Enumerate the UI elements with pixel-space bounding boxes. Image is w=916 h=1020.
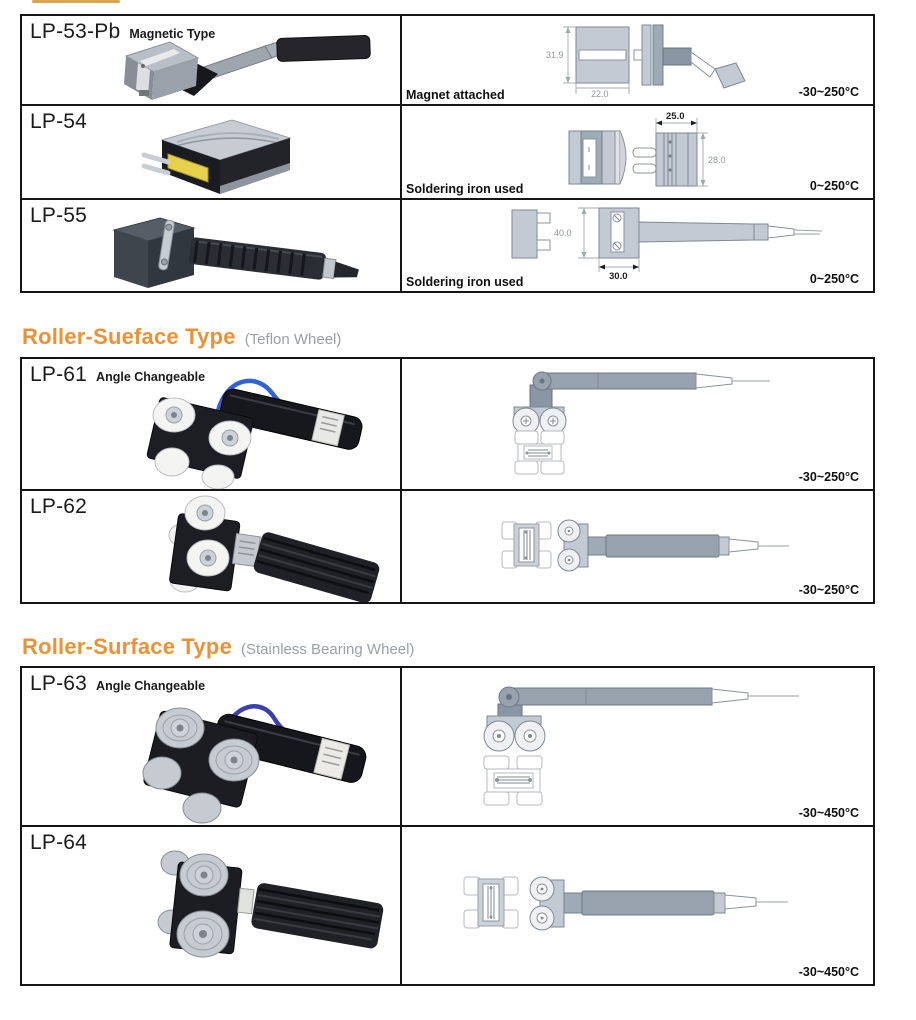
product-cell — [22, 16, 402, 104]
drawing-cell — [402, 491, 873, 602]
model-name: LP-63 — [30, 672, 88, 695]
table-row — [22, 668, 873, 825]
product-cell — [22, 106, 402, 198]
table-row — [22, 825, 873, 984]
section-subtitle: (Stainless Bearing Wheel) — [241, 641, 415, 658]
probe-table — [20, 14, 875, 293]
product-cell — [22, 491, 402, 602]
dimension-label: 40.0 — [554, 228, 572, 238]
temperature-range: -30~250°C — [798, 583, 859, 597]
model-badge: Angle Changeable — [96, 679, 206, 693]
temperature-range: -30~450°C — [798, 806, 859, 820]
section-subtitle: (Teflon Wheel) — [244, 331, 342, 348]
dimension-label: 30.0 — [609, 271, 628, 282]
section-heading-stainless — [22, 634, 414, 660]
drawing-cell — [402, 827, 873, 984]
lp-64-technical-drawing — [402, 827, 873, 984]
drawing-cell — [402, 106, 873, 198]
drawing-cell — [402, 668, 873, 825]
section-heading-teflon — [22, 324, 341, 350]
section-title: Roller-Surface Type — [22, 634, 233, 659]
temperature-range: -30~250°C — [798, 85, 859, 99]
dimension-label: 28.0 — [708, 155, 726, 165]
usage-note: Soldering iron used — [406, 275, 524, 289]
model-badge: Magnetic Type — [129, 27, 216, 41]
stainless-table — [20, 666, 875, 986]
model-name: LP-53-Pb — [30, 20, 121, 43]
drawing-cell — [402, 16, 873, 104]
table-row — [22, 198, 873, 291]
table-row — [22, 359, 873, 489]
dimension-label: 25.0 — [666, 111, 685, 122]
temperature-range: 0~250°C — [809, 179, 859, 193]
section-title: Roller-Sueface Type — [22, 324, 236, 349]
page-top-accent-remnant — [32, 0, 120, 3]
dimension-label: 22.0 — [591, 89, 609, 99]
drawing-cell — [402, 359, 873, 489]
table-row — [22, 104, 873, 198]
product-cell — [22, 668, 402, 825]
temperature-range: -30~250°C — [798, 470, 859, 484]
product-cell — [22, 359, 402, 489]
product-cell — [22, 200, 402, 291]
model-name: LP-64 — [30, 831, 88, 854]
dimension-label: 31.9 — [546, 50, 564, 60]
product-cell — [22, 827, 402, 984]
model-name: LP-55 — [30, 204, 88, 227]
model-name: LP-54 — [30, 110, 88, 133]
model-name: LP-61 — [30, 363, 88, 386]
model-badge: Angle Changeable — [96, 370, 206, 384]
lp-63-technical-drawing — [402, 668, 873, 825]
table-row — [22, 16, 873, 104]
model-name: LP-62 — [30, 495, 88, 518]
temperature-range: 0~250°C — [809, 272, 859, 286]
usage-note: Soldering iron used — [406, 182, 524, 196]
drawing-cell — [402, 200, 873, 291]
temperature-range: -30~450°C — [798, 965, 859, 979]
table-row — [22, 489, 873, 602]
usage-note: Magnet attached — [406, 88, 505, 102]
teflon-table — [20, 357, 875, 604]
